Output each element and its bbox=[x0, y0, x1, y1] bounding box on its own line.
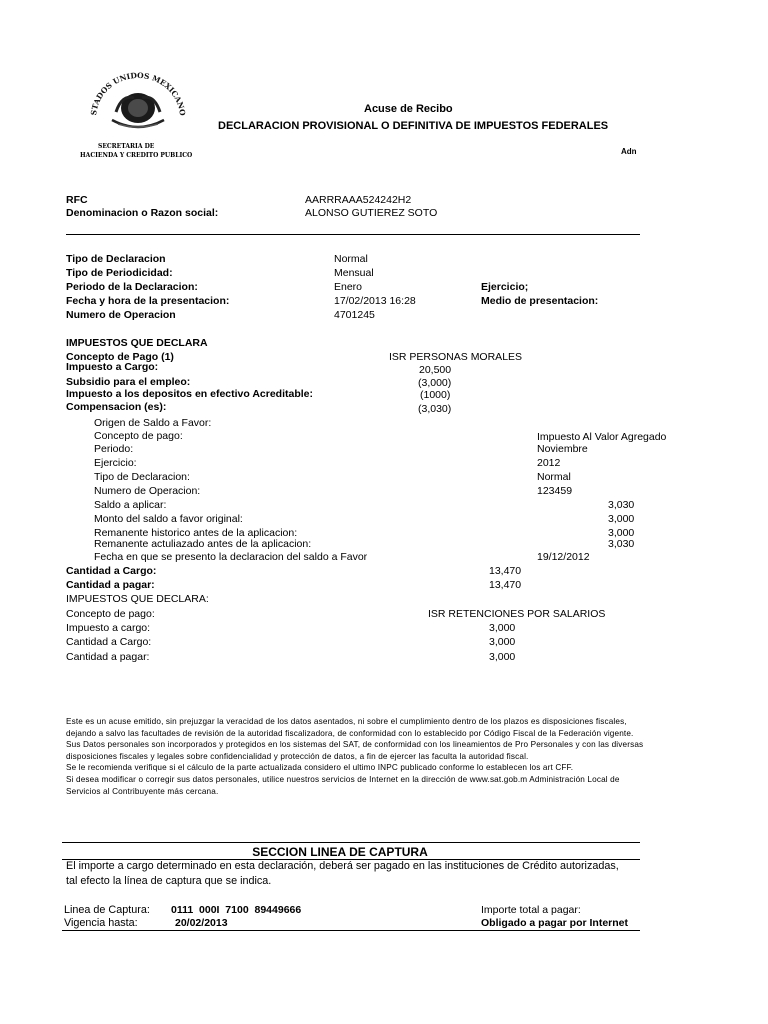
captura-bottom-line bbox=[62, 930, 640, 931]
tipo-declaracion-value: Normal bbox=[334, 253, 368, 265]
razon-social-label: Denominacion o Razon social: bbox=[66, 207, 219, 219]
remanente-actualizado-label: Remanente actuliazado antes de la aplicacion: bbox=[94, 538, 312, 550]
razon-social-value: ALONSO GUTIEREZ SOTO bbox=[305, 207, 438, 219]
cantidad-cargo-value: 13,470 bbox=[489, 565, 522, 577]
captura-top-line bbox=[62, 842, 640, 843]
page-subtitle: DECLARACION PROVISIONAL O DEFINITIVA DE IMPUESTOS FEDERALES bbox=[218, 120, 609, 132]
subsidio-label: Subsidio para el empleo: bbox=[66, 376, 191, 388]
rfc-label: RFC bbox=[66, 194, 88, 206]
disclaimer-paragraph-1: Este es un acuse emitido, sin prejuzgar la veracidad de los datos asentados, ni sobre el cumplimiento dentro de los plazos es disposiciones fiscales, dejando a salvo las facultades de revisión de la autoridad fiscalizadora, de conformidad con lo establecido por Código Fiscal de la Federación vigente. bbox=[66, 717, 634, 738]
impuesto-cargo-value: 20,500 bbox=[419, 364, 452, 376]
origen-saldo-label: Origen de Saldo a Favor: bbox=[94, 417, 212, 429]
disclaimer-paragraph-2: Sus Datos personales son incorporados y protegidos en los sistemas del SAT, de conformidad con los lineamientos de Pro Personales y con las diversas disposiciones fiscales y legales sobre confidencialidad y protección de datos, a fin de ejercer las faculta la autoridad fiscal. bbox=[66, 740, 644, 761]
captura-text-2: tal efecto la línea de captura que se indica. bbox=[66, 875, 272, 887]
remanente-historico-value: 3,000 bbox=[608, 527, 635, 539]
ejercicio-sub-value: 2012 bbox=[537, 457, 561, 469]
concepto-pago-label: Concepto de Pago (1) bbox=[66, 351, 174, 363]
periodo-sub-value: Noviembre bbox=[537, 443, 588, 455]
ejercicio-label: Ejercicio; bbox=[481, 281, 529, 293]
depositos-value: (1000) bbox=[420, 389, 451, 401]
periodicidad-label: Tipo de Periodicidad: bbox=[66, 267, 173, 279]
concepto-pago-sub-label: Concepto de pago: bbox=[94, 430, 183, 442]
obligado-pagar-label: Obligado a pagar por Internet bbox=[481, 917, 629, 929]
numero-operacion-label: Numero de Operacion bbox=[66, 309, 176, 321]
fecha-presentacion-label: Fecha y hora de la presentacion: bbox=[66, 295, 230, 307]
periodo-sub-label: Periodo: bbox=[94, 443, 134, 455]
concepto-pago-2-value: ISR RETENCIONES POR SALARIOS bbox=[428, 608, 606, 620]
impuestos-heading-2: IMPUESTOS QUE DECLARA: bbox=[66, 593, 209, 605]
fecha-presentacion-value: 17/02/2013 16:28 bbox=[334, 295, 416, 307]
numero-operacion-value: 4701245 bbox=[334, 309, 375, 321]
concepto-pago-sub-value: Impuesto Al Valor Agregado bbox=[537, 431, 667, 443]
num-operacion-sub-label: Numero de Operacion: bbox=[94, 485, 201, 497]
compensacion-label: Compensacion (es): bbox=[66, 401, 167, 413]
cantidad-pagar-2-label: Cantidad a pagar: bbox=[66, 651, 150, 663]
compensacion-value: (3,030) bbox=[418, 403, 452, 415]
impuestos-heading: IMPUESTOS QUE DECLARA bbox=[66, 337, 208, 349]
remanente-historico-label: Remanente historico antes de la aplicacion: bbox=[94, 527, 298, 539]
periodo-label: Periodo de la Declaracion: bbox=[66, 281, 198, 293]
page-title: Acuse de Recibo bbox=[364, 103, 453, 115]
vigencia-label: Vigencia hasta: bbox=[64, 917, 138, 929]
concepto-pago-value: ISR PERSONAS MORALES bbox=[389, 351, 523, 363]
subsidio-value: (3,000) bbox=[418, 377, 452, 389]
legal-disclaimer bbox=[66, 716, 644, 797]
fecha-saldo-favor-label: Fecha en que se presento la declaracion del saldo a Favor bbox=[94, 551, 368, 563]
impuesto-cargo-2-value: 3,000 bbox=[489, 622, 516, 634]
importe-total-label: Importe total a pagar: bbox=[481, 904, 581, 916]
disclaimer-paragraph-3: Se le recomienda verifique si el cálculo de la parte actualizada considero el ultimo INPC publicado conforme lo establecen los art CFF. bbox=[66, 763, 574, 773]
depositos-label: Impuesto a los depositos en efectivo Acreditable: bbox=[66, 388, 314, 400]
captura-text-1: El importe a cargo determinado en esta declaración, deberá ser pagado en las instituciones de Crédito autorizadas, bbox=[66, 860, 619, 872]
tipo-decl-sub-label: Tipo de Declaracion: bbox=[94, 471, 190, 483]
num-operacion-sub-value: 123459 bbox=[537, 485, 573, 497]
seal-line-2: SECRETARIA DE bbox=[98, 143, 155, 150]
disclaimer-paragraph-4: Si desea modificar o corregir sus datos personales, utilice nuestros servicios de Internet en la dirección de www.sat.gob.m Administración Local de Servicios al Contribuyente más cercana. bbox=[66, 774, 620, 796]
cantidad-pagar-2-value: 3,000 bbox=[489, 651, 516, 663]
cantidad-pagar-value: 13,470 bbox=[489, 579, 522, 591]
ejercicio-sub-label: Ejercicio: bbox=[94, 457, 137, 469]
tipo-declaracion-label: Tipo de Declaracion bbox=[66, 253, 166, 265]
monto-original-label: Monto del saldo a favor original: bbox=[94, 513, 243, 525]
cantidad-cargo-2-value: 3,000 bbox=[489, 636, 516, 648]
cantidad-pagar-label: Cantidad a pagar: bbox=[66, 579, 155, 591]
medio-presentacion-label: Medio de presentacion: bbox=[481, 295, 599, 307]
rfc-value: AARRRAAA524242H2 bbox=[305, 194, 412, 206]
cantidad-cargo-label: Cantidad a Cargo: bbox=[66, 565, 157, 577]
cantidad-cargo-2-label: Cantidad a Cargo: bbox=[66, 636, 152, 648]
periodo-value: Enero bbox=[334, 281, 363, 293]
periodicidad-value: Mensual bbox=[334, 267, 374, 279]
captura-section-title: SECCION LINEA DE CAPTURA bbox=[252, 845, 428, 859]
tipo-decl-sub-value: Normal bbox=[537, 471, 571, 483]
fecha-saldo-favor-value: 19/12/2012 bbox=[537, 551, 590, 563]
monto-original-value: 3,000 bbox=[608, 513, 635, 525]
linea-captura-label: Linea de Captura: bbox=[64, 904, 150, 916]
linea-captura-value: 0111 000I 7100 89449666 bbox=[171, 904, 302, 916]
header-right-fragment: Adn bbox=[621, 147, 637, 156]
seal-line-3: HACIENDA Y CREDITO PUBLICO bbox=[80, 152, 193, 159]
saldo-aplicar-label: Saldo a aplicar: bbox=[94, 499, 167, 511]
vigencia-value: 20/02/2013 bbox=[175, 917, 228, 929]
remanente-actualizado-value: 3,030 bbox=[608, 538, 635, 550]
concepto-pago-2-label: Concepto de pago: bbox=[66, 608, 155, 620]
divider-line bbox=[66, 234, 640, 235]
saldo-aplicar-value: 3,030 bbox=[608, 499, 635, 511]
impuesto-cargo-2-label: Impuesto a cargo: bbox=[66, 622, 151, 634]
impuesto-cargo-label: Impuesto a Cargo: bbox=[66, 361, 159, 373]
seal-arc-text: STADOS UNIDOS MEXICANO bbox=[89, 72, 188, 117]
